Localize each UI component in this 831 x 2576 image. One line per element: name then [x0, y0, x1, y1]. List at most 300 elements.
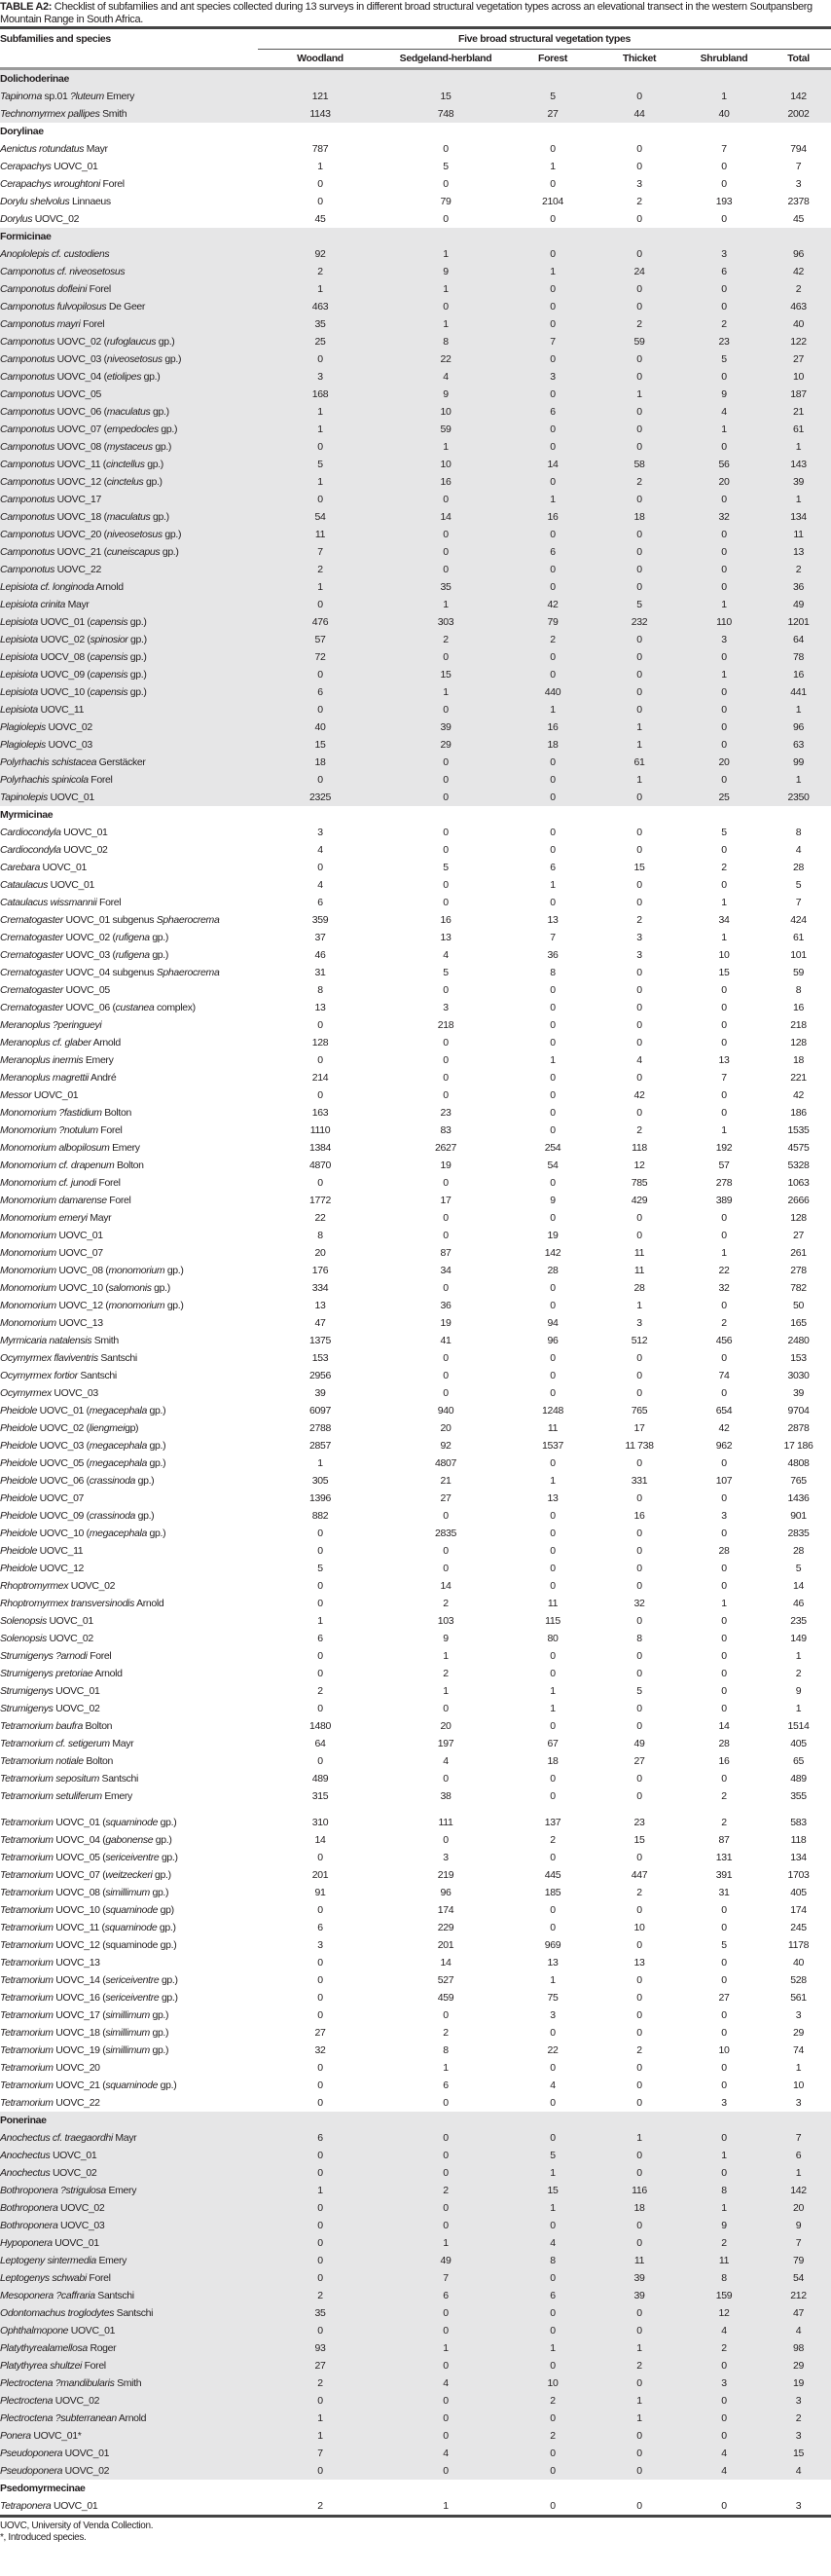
count-total: 99	[766, 754, 831, 771]
count-thicket: 0	[596, 631, 682, 648]
species-row	[0, 1297, 831, 1314]
count-thicket: 0	[636, 1492, 642, 1504]
count-forest: 0	[509, 438, 596, 456]
species-name-roman: UOVC_02	[68, 1580, 116, 1592]
count-woodland: 315	[311, 1790, 329, 1802]
count-total: 9	[795, 1685, 802, 1697]
count-forest: 10	[509, 2374, 596, 2392]
species-name-roman: UOVC_20	[53, 2062, 100, 2074]
species-name-italic: capensis	[90, 616, 128, 628]
count-sedgeland-herbland: 20	[440, 1422, 452, 1434]
count-forest: 0	[550, 1107, 556, 1119]
count-thicket: 0	[596, 2445, 682, 2462]
count-shrubland: 1	[682, 596, 766, 613]
count-thicket: 0	[636, 879, 642, 891]
count-forest: 7	[509, 333, 596, 350]
count-thicket: 0	[596, 438, 682, 456]
subfamily-name: Psedomyrmecinae	[0, 2483, 86, 2494]
count-shrubland: 9	[682, 2217, 766, 2234]
species-name-roman: Forel	[80, 318, 105, 330]
count-total: 5	[795, 879, 802, 891]
count-woodland: 0	[317, 1545, 323, 1557]
subfamily-name: Ponerinae	[0, 2112, 831, 2129]
count-shrubland: 4	[682, 2445, 766, 2462]
count-forest: 3	[509, 368, 596, 386]
count-woodland: 40	[258, 718, 382, 736]
count-woodland: 0	[317, 2062, 323, 2074]
count-woodland: 35	[258, 315, 382, 333]
species-row	[0, 1209, 831, 1227]
species-name-roman: Mayr	[84, 143, 108, 155]
count-woodland: 0	[258, 701, 382, 718]
count-sedgeland-herbland: 0	[382, 2462, 509, 2480]
species-row	[0, 298, 831, 315]
species-name-roman: UOVC_02	[45, 721, 92, 733]
species-row	[0, 1989, 831, 2006]
species-row	[0, 1157, 831, 1174]
count-total: 1	[766, 701, 831, 718]
count-total: 8	[795, 984, 802, 996]
count-forest: 0	[509, 280, 596, 298]
species-name-italic: Camponotus	[0, 353, 55, 365]
count-thicket: 0	[596, 350, 682, 368]
count-total: 6	[766, 2147, 831, 2164]
species-name-roman: gp.)	[162, 529, 182, 540]
count-forest: 969	[544, 1939, 561, 1951]
species-name-roman: UOVC_01 subgenus	[62, 914, 157, 926]
species-name-roman: Emery	[109, 1142, 140, 1154]
species-name-roman: gp.)	[164, 1300, 184, 1311]
count-forest: 1	[509, 2164, 596, 2182]
count-sedgeland-herbland: 229	[437, 1922, 454, 1933]
species-name-italic: Ponera	[0, 2430, 31, 2442]
count-forest: 0	[550, 1904, 556, 1916]
species-name-italic: sericeiventre	[105, 1992, 160, 2004]
species-name	[0, 1954, 258, 1971]
count-total: 1	[795, 2062, 802, 2074]
count-total: 21	[766, 403, 831, 421]
species-name-roman: UOVC_10 (	[37, 1527, 90, 1539]
count-thicket: 0	[636, 1703, 642, 1714]
count-woodland: 0	[258, 2252, 382, 2269]
count-thicket: 2	[596, 473, 682, 491]
species-name-roman: gp.)	[135, 1475, 155, 1487]
species-name-italic: Anoplolepis cf. custodiens	[0, 248, 110, 260]
species-name-italic: Anochectus	[0, 2167, 51, 2179]
count-total: 63	[766, 736, 831, 754]
count-thicket: 0	[636, 984, 642, 996]
species-name-italic: Pheidole	[0, 1563, 38, 1574]
count-forest: 1	[509, 701, 596, 718]
species-name	[0, 789, 258, 806]
count-thicket: 23	[633, 1817, 645, 1828]
count-shrubland: 0	[721, 1230, 727, 1241]
species-row	[0, 2164, 831, 2182]
count-thicket: 8	[636, 1633, 642, 1644]
species-row	[0, 2374, 831, 2392]
species-name-italic: Cerapachys wroughtoni	[0, 178, 100, 190]
count-total: 2835	[787, 1527, 810, 1539]
count-shrubland: 8	[682, 2182, 766, 2199]
species-row	[0, 578, 831, 596]
count-shrubland: 40	[682, 105, 766, 123]
count-sedgeland-herbland: 49	[382, 2252, 509, 2269]
count-sedgeland-herbland: 14	[440, 1957, 452, 1969]
species-name-roman: UOVC_10 (	[37, 686, 90, 698]
count-sedgeland-herbland: 4	[443, 1755, 449, 1767]
count-thicket: 0	[636, 143, 642, 155]
species-name	[0, 1157, 258, 1174]
species-name-italic: Monomorium	[0, 1247, 56, 1259]
species-name	[0, 298, 258, 315]
species-name-italic: Rhoptromyrmex	[0, 1580, 69, 1592]
count-thicket: 0	[596, 403, 682, 421]
count-total: 583	[790, 1817, 807, 1828]
count-sedgeland-herbland: 0	[443, 1387, 449, 1399]
count-thicket: 118	[632, 1142, 647, 1154]
species-name-roman: UOVC_03	[51, 1387, 98, 1399]
count-sedgeland-herbland: 16	[440, 914, 452, 926]
species-name	[0, 981, 258, 999]
count-sedgeland-herbland: 0	[382, 2427, 509, 2445]
species-name	[0, 1367, 258, 1384]
species-name	[0, 1472, 258, 1490]
count-shrubland: 0	[721, 1668, 727, 1679]
species-name-italic: Camponotus	[0, 441, 55, 453]
count-total: 143	[766, 456, 831, 473]
count-thicket: 0	[636, 1668, 642, 1679]
count-forest: 0	[509, 2269, 596, 2287]
count-total: 1	[766, 491, 831, 508]
count-sedgeland-herbland: 527	[437, 1974, 454, 1986]
count-sedgeland-herbland: 0	[443, 844, 449, 856]
count-sedgeland-herbland: 0	[443, 143, 449, 155]
species-name-italic: squaminode	[104, 1922, 158, 1933]
count-thicket: 0	[636, 2062, 642, 2074]
species-row	[0, 2129, 831, 2147]
species-name-roman: Mayr	[87, 1212, 112, 1224]
species-row	[0, 2006, 831, 2024]
species-name	[0, 1682, 258, 1700]
count-total: 489	[790, 1773, 807, 1785]
count-sedgeland-herbland: 5	[443, 161, 449, 172]
count-shrubland: 3	[721, 1510, 727, 1522]
count-woodland: 2788	[309, 1422, 331, 1434]
species-row	[0, 964, 831, 981]
count-total: 1178	[787, 1939, 810, 1951]
count-forest: 13	[547, 914, 559, 926]
species-row	[0, 2077, 831, 2094]
species-name-roman: André	[89, 1072, 117, 1084]
count-sedgeland-herbland: 0	[443, 827, 449, 838]
species-name-roman: Bolton	[82, 1720, 113, 1732]
species-name-italic: Crematogaster	[0, 949, 63, 961]
count-shrubland: 87	[718, 1834, 730, 1846]
species-name-roman: UOVC_01	[47, 791, 94, 803]
species-name-roman: Emery	[103, 91, 135, 102]
count-shrubland: 0	[682, 2410, 766, 2427]
count-woodland: 1	[258, 2427, 382, 2445]
count-forest: 8	[509, 2252, 596, 2269]
count-forest: 0	[550, 1510, 556, 1522]
count-woodland: 35	[258, 2304, 382, 2322]
count-shrubland: 22	[718, 1265, 730, 1276]
count-woodland: 8	[317, 1230, 323, 1241]
count-thicket: 2	[596, 2357, 682, 2374]
count-forest: 0	[509, 473, 596, 491]
count-total: 46	[793, 1598, 804, 1609]
count-sedgeland-herbland: 0	[443, 897, 449, 908]
species-name-roman: UOVC_04 subgenus	[62, 967, 157, 978]
species-row	[0, 1174, 831, 1192]
count-forest: 0	[550, 1790, 556, 1802]
species-row	[0, 386, 831, 403]
species-name-italic: megacephala	[89, 1405, 147, 1417]
count-shrubland: 20	[682, 473, 766, 491]
species-name-italic: Camponotus fulvopilosus	[0, 301, 107, 313]
species-name-roman: UOVC_01	[31, 1089, 79, 1101]
species-row	[0, 2445, 831, 2462]
count-thicket: 0	[636, 1387, 642, 1399]
species-row	[0, 1419, 831, 1437]
species-name-italic: niveosetosus	[106, 353, 163, 365]
species-name-roman: UOVC_02 (	[62, 932, 116, 943]
count-thicket: 0	[596, 2147, 682, 2164]
count-forest: 0	[550, 984, 556, 996]
count-forest: 6	[509, 2287, 596, 2304]
species-name-italic: Monomorium ?fastidium	[0, 1107, 102, 1119]
count-woodland: 0	[317, 1019, 323, 1031]
count-thicket: 18	[596, 2199, 682, 2217]
count-sedgeland-herbland: 201	[437, 1939, 454, 1951]
count-thicket: 27	[633, 1755, 645, 1767]
count-woodland: 176	[311, 1265, 329, 1276]
species-name	[0, 2042, 258, 2059]
species-row	[0, 2269, 831, 2287]
count-thicket: 232	[596, 613, 682, 631]
count-sedgeland-herbland: 2	[443, 1598, 449, 1609]
count-forest: 2104	[542, 196, 563, 207]
species-name-roman: Mayr	[112, 2132, 137, 2144]
species-name-italic: Cardiocondyla	[0, 844, 61, 856]
species-name-italic: Monomorium	[0, 1300, 56, 1311]
count-sedgeland-herbland: 15	[382, 666, 509, 683]
count-total: 122	[766, 333, 831, 350]
species-name-roman: UOVC_10 (	[55, 1282, 109, 1294]
species-name	[0, 1104, 258, 1122]
count-forest: 15	[509, 2182, 596, 2199]
count-forest: 14	[509, 456, 596, 473]
count-forest: 0	[550, 1387, 556, 1399]
species-name-italic: Myrmicaria natalensis	[0, 1335, 92, 1346]
count-shrubland: 0	[721, 1492, 727, 1504]
count-shrubland: 4	[682, 2462, 766, 2480]
species-row	[0, 1437, 831, 1454]
species-name-roman: UOVC_20 (	[54, 529, 107, 540]
species-row	[0, 210, 831, 228]
species-name-italic: simillimum	[105, 1887, 150, 1898]
species-name	[0, 438, 258, 456]
species-name-roman: gp.)	[143, 476, 163, 488]
species-row	[0, 1735, 831, 1752]
count-forest: 0	[550, 1563, 556, 1574]
species-row	[0, 1682, 831, 1700]
count-sedgeland-herbland: 0	[382, 2199, 509, 2217]
species-name	[0, 193, 258, 210]
species-name-italic: Crematogaster	[0, 1002, 63, 1013]
count-shrubland: 8	[682, 2269, 766, 2287]
species-row	[0, 1612, 831, 1630]
count-shrubland: 0	[721, 1957, 727, 1969]
count-thicket: 28	[633, 1282, 645, 1294]
count-shrubland: 391	[715, 1869, 733, 1881]
subfamily-row	[0, 2112, 831, 2129]
count-total: 64	[766, 631, 831, 648]
count-shrubland: 2	[721, 862, 727, 873]
species-name-roman: Gerstäcker	[96, 756, 146, 768]
count-shrubland: 1	[682, 2147, 766, 2164]
species-name-roman: gp.)	[127, 669, 147, 681]
species-name	[0, 2006, 258, 2024]
count-forest: 18	[547, 1755, 559, 1767]
count-shrubland: 0	[721, 178, 727, 190]
species-name-italic: Tetramorium	[0, 1957, 54, 1969]
count-sedgeland-herbland: 38	[440, 1790, 452, 1802]
count-sedgeland-herbland: 0	[382, 2217, 509, 2234]
count-sedgeland-herbland: 7	[382, 2269, 509, 2287]
species-name-italic: Plectroctena	[0, 2395, 54, 2407]
species-name-italic: cuneiscapus	[106, 546, 161, 558]
species-name	[0, 1971, 258, 1989]
species-name-italic: Leptogenys schwabi	[0, 2272, 87, 2284]
count-woodland: 5	[317, 1563, 323, 1574]
count-woodland: 6	[258, 683, 382, 701]
species-name-italic: megacephala	[89, 1440, 147, 1452]
count-thicket: 0	[596, 526, 682, 543]
count-total: 221	[790, 1072, 807, 1084]
count-forest: 0	[509, 386, 596, 403]
count-thicket: 16	[633, 1510, 645, 1522]
count-forest: 2	[509, 2427, 596, 2445]
species-name-roman: De Geer	[106, 301, 146, 313]
species-name-italic: Polyrhachis spinicola	[0, 774, 89, 786]
count-sedgeland-herbland: 0	[382, 491, 509, 508]
count-total: 2	[766, 280, 831, 298]
count-woodland: 201	[311, 1869, 329, 1881]
species-name-italic: Tetramorium	[0, 1904, 54, 1916]
species-name	[0, 2217, 258, 2234]
count-sedgeland-herbland: 59	[382, 421, 509, 438]
species-name	[0, 158, 258, 175]
species-row	[0, 1086, 831, 1104]
count-woodland: 1	[258, 2410, 382, 2427]
count-shrubland: 0	[682, 736, 766, 754]
count-shrubland: 15	[718, 967, 730, 978]
count-shrubland: 2	[721, 1790, 727, 1802]
table-body	[0, 69, 831, 2517]
species-name-italic: Dorylu shelvolus	[0, 196, 70, 207]
count-thicket: 2	[636, 2044, 642, 2056]
species-name-roman: UOVC_02	[46, 1633, 93, 1644]
count-sedgeland-herbland: 0	[382, 2392, 509, 2410]
species-name-italic: Pheidole	[0, 1422, 38, 1434]
count-sedgeland-herbland: 4	[382, 2445, 509, 2462]
count-thicket: 0	[636, 1545, 642, 1557]
count-total: 27	[793, 1230, 804, 1241]
species-name	[0, 1051, 258, 1069]
count-thicket: 42	[633, 1089, 645, 1101]
count-total: 2378	[787, 196, 810, 207]
count-woodland: 2956	[309, 1370, 331, 1381]
count-thicket: 0	[636, 2027, 642, 2039]
count-woodland: 4	[317, 844, 323, 856]
species-name-italic: Monomorium emeryi	[0, 1212, 88, 1224]
species-name-roman: UOVC_18 (	[54, 511, 107, 523]
vegetation-group-header: Five broad structural vegetation types	[258, 28, 831, 50]
count-shrubland: 192	[715, 1142, 733, 1154]
count-shrubland: 0	[682, 543, 766, 561]
count-woodland: 163	[311, 1107, 329, 1119]
count-forest: 0	[550, 1037, 556, 1049]
count-shrubland: 1	[682, 88, 766, 105]
count-thicket: 1	[596, 386, 682, 403]
species-name-italic: Carebara	[0, 862, 40, 873]
species-name-italic: Technomyrmex pallipes	[0, 108, 100, 120]
species-name-italic: Tapinoma	[0, 91, 42, 102]
species-name-roman: UOVC_06 (	[37, 1475, 90, 1487]
count-thicket: 0	[596, 298, 682, 315]
count-woodland: 3	[317, 1939, 323, 1951]
species-name-italic: Sphaerocrema	[156, 967, 220, 978]
count-sedgeland-herbland: 5	[443, 862, 449, 873]
count-shrubland: 4	[682, 403, 766, 421]
count-woodland: 2	[258, 2287, 382, 2304]
species-row	[0, 315, 831, 333]
count-thicket: 58	[596, 456, 682, 473]
species-name	[0, 1560, 258, 1577]
species-name-roman: Emery	[105, 2185, 137, 2196]
count-total: 4	[766, 2462, 831, 2480]
count-sedgeland-herbland: 2835	[435, 1527, 456, 1539]
species-name	[0, 1884, 258, 1901]
subfamily-row	[0, 806, 831, 824]
species-name-roman: UOVC_01	[68, 2325, 116, 2337]
species-row	[0, 2147, 831, 2164]
count-shrubland: 1	[682, 421, 766, 438]
count-thicket: 18	[596, 508, 682, 526]
count-thicket: 0	[596, 245, 682, 263]
species-row	[0, 876, 831, 894]
species-name	[0, 2357, 258, 2374]
species-name-roman: sp.01	[41, 91, 71, 102]
species-row	[0, 929, 831, 946]
species-name	[0, 543, 258, 561]
species-name	[0, 491, 258, 508]
count-total: 19	[766, 2374, 831, 2392]
column-header-thicket: Thicket	[596, 50, 682, 69]
species-name	[0, 526, 258, 543]
column-header-shrubland: Shrubland	[682, 50, 766, 69]
count-woodland: 18	[258, 754, 382, 771]
species-name-italic: Cataulacus wissmannii	[0, 897, 97, 908]
species-name-italic: monomorium	[108, 1265, 165, 1276]
count-shrubland: 5	[721, 1939, 727, 1951]
species-name-roman: Forel	[88, 774, 113, 786]
species-name-italic: Tetramorium	[0, 2027, 54, 2039]
species-name-italic: Camponotus	[0, 529, 55, 540]
species-name-italic: niveosetosus	[106, 529, 163, 540]
species-name-italic: rufigena	[115, 949, 150, 961]
